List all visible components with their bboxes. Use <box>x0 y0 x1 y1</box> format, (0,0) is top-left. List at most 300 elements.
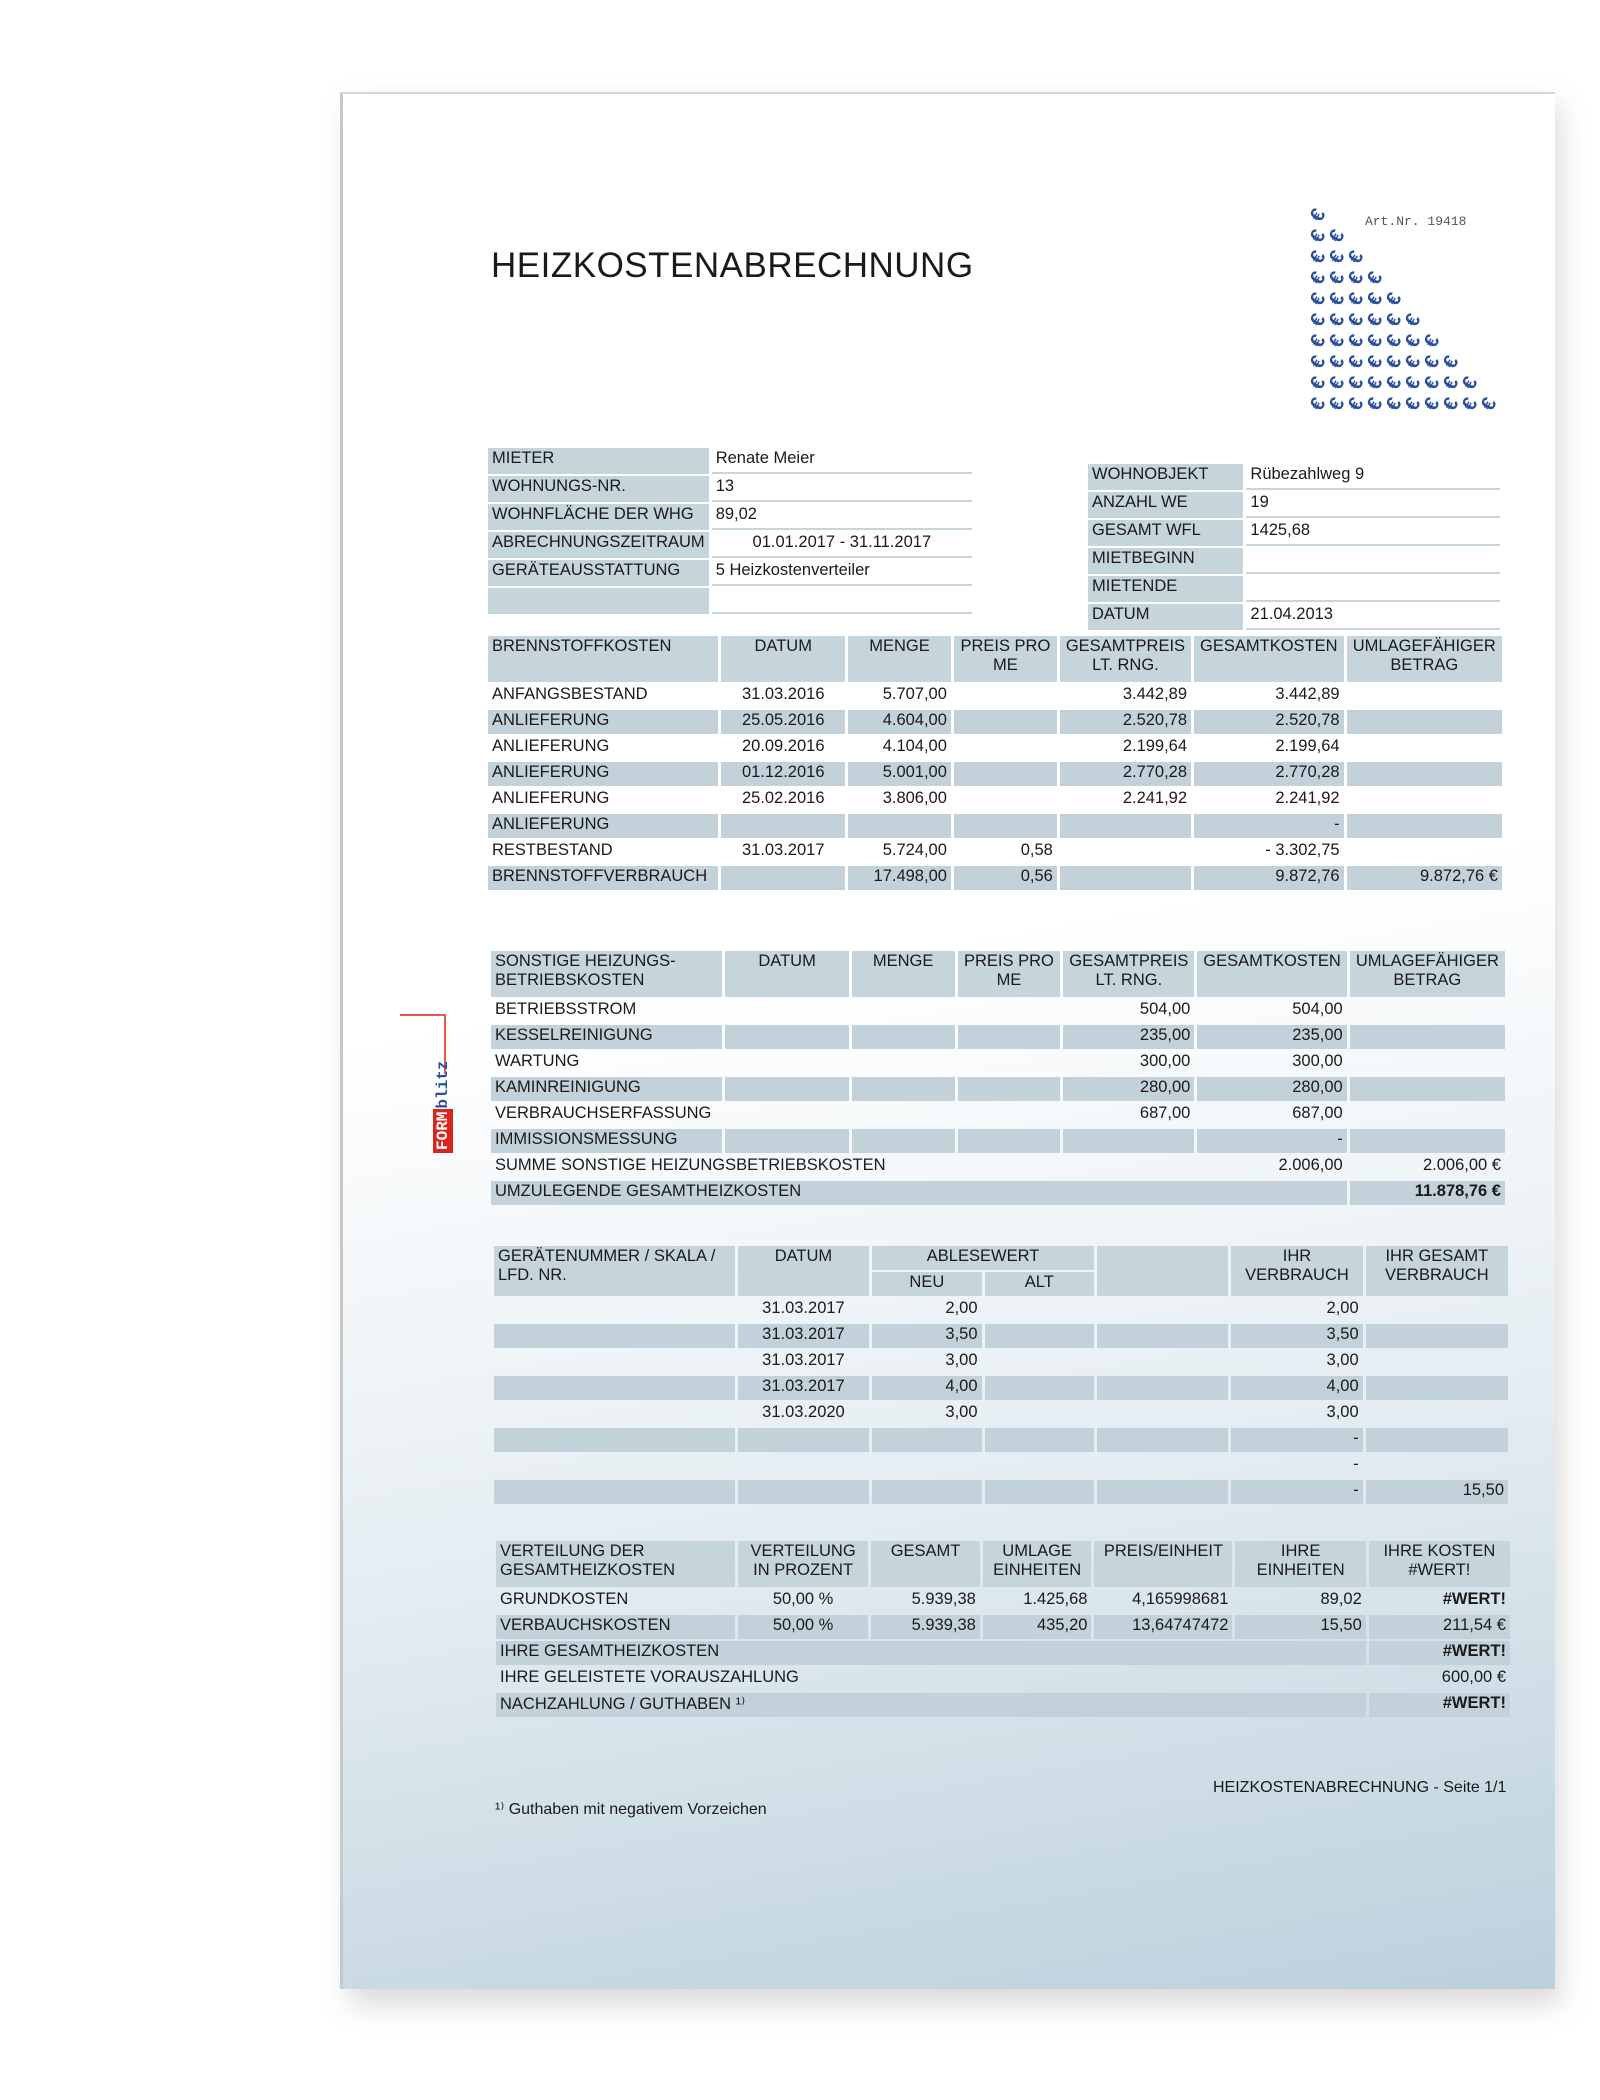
table-cell: 17.498,00 <box>848 866 951 890</box>
table-cell <box>852 1129 955 1153</box>
table-cell <box>1347 840 1502 864</box>
table-cell <box>958 1051 1061 1075</box>
euro-icon: € <box>1324 288 1350 310</box>
table-row <box>496 1589 1510 1613</box>
table-cell: 5.001,00 <box>848 762 951 786</box>
table-cell <box>494 1454 735 1478</box>
info-value <box>1246 548 1500 574</box>
euro-icon: € <box>1362 393 1388 415</box>
table-cell <box>1060 814 1191 838</box>
euro-icon: € <box>1324 393 1350 415</box>
table-cell <box>1347 814 1502 838</box>
info-row <box>488 560 972 586</box>
document-page <box>340 92 1555 1989</box>
table-row <box>496 1615 1510 1639</box>
euro-icon: € <box>1381 330 1407 352</box>
column-header: GERÄTENUMMER / SKALA / LFD. NR. <box>494 1246 735 1296</box>
table-cell <box>1347 736 1502 760</box>
table-cell <box>872 1454 981 1478</box>
table-cell <box>494 1324 735 1348</box>
table-row <box>494 1350 1508 1374</box>
table-cell <box>985 1350 1094 1374</box>
table-cell <box>1350 1129 1505 1153</box>
info-row <box>1088 464 1500 490</box>
table-cell: 2.199,64 <box>1275 737 1340 755</box>
table-row <box>488 762 1502 786</box>
row-label: KESSELREINIGUNG <box>491 1025 722 1049</box>
info-label: MIETENDE <box>1088 576 1243 602</box>
table-cell <box>725 1129 848 1153</box>
summary-value: 600,00 € <box>1441 1668 1506 1686</box>
formblitz-logo: FORMblitz <box>428 1014 458 1164</box>
summary-label: IHRE GESAMTHEIZKOSTEN <box>496 1641 1366 1665</box>
euro-icon: € <box>1362 288 1388 310</box>
table-cell: 25.02.2016 <box>741 789 825 807</box>
table-row <box>488 814 1502 838</box>
euro-icon: € <box>1400 351 1426 373</box>
table-row <box>491 999 1505 1023</box>
total-label: UMZULEGENDE GESAMTHEIZKOSTEN <box>491 1181 1347 1205</box>
table-cell <box>725 1025 848 1049</box>
table-cell: 280,00 <box>1063 1077 1194 1101</box>
euro-icon: € <box>1324 309 1350 331</box>
table-cell <box>1366 1376 1508 1400</box>
column-header: UMLAGE EINHEITEN <box>983 1541 1092 1587</box>
table-cell <box>954 684 1057 708</box>
row-label: BRENNSTOFFVERBRAUCH <box>488 866 718 890</box>
euro-icon: € <box>1305 267 1331 289</box>
table-cell <box>872 1428 981 1452</box>
column-header: SONSTIGE HEIZUNGS-BETRIEBSKOSTEN <box>491 951 722 997</box>
table-row <box>491 1025 1505 1049</box>
info-row <box>488 504 972 530</box>
table-cell <box>1350 999 1505 1023</box>
table-cell <box>852 1103 955 1127</box>
table-cell <box>958 1025 1061 1049</box>
fuel-costs-table <box>485 634 1505 892</box>
table-cell: 235,00 <box>1197 1025 1346 1049</box>
info-row <box>488 448 972 474</box>
table-cell <box>985 1428 1094 1452</box>
summary-row <box>496 1693 1510 1717</box>
table-cell: 31.03.2017 <box>741 841 825 859</box>
header-row <box>496 1541 1510 1587</box>
info-value <box>712 588 972 614</box>
table-cell: 504,00 <box>1139 1000 1191 1018</box>
row-label: ANLIEFERUNG <box>492 737 610 755</box>
info-label: ANZAHL WE <box>1088 492 1243 518</box>
table-cell: 3,00 <box>945 1351 978 1369</box>
euro-icon: € <box>1305 372 1331 394</box>
table-cell <box>985 1480 1094 1504</box>
column-header: IHR VERBRAUCH <box>1231 1246 1362 1296</box>
sum-row <box>491 1155 1505 1179</box>
header-row <box>491 951 1505 997</box>
info-row <box>488 476 972 502</box>
row-label: ANFANGSBESTAND <box>492 685 648 703</box>
column-header: PREIS PRO ME <box>958 951 1061 997</box>
column-header: UMLAGEFÄHIGER BETRAG <box>1347 636 1502 682</box>
summary-label: IHRE GELEISTETE VORAUSZAHLUNG <box>500 1668 799 1686</box>
article-number: Art.Nr. 19418 <box>1365 214 1467 229</box>
euro-icon: € <box>1419 372 1445 394</box>
table-cell <box>1347 710 1502 734</box>
column-header: VERTEILUNG DER GESAMTHEIZKOSTEN <box>496 1541 735 1587</box>
table-cell: 5.939,38 <box>871 1615 980 1639</box>
euro-icon: € <box>1343 372 1369 394</box>
table-row <box>491 1077 1505 1101</box>
row-label: KAMINREINIGUNG <box>491 1077 722 1101</box>
table-cell <box>1063 1129 1194 1153</box>
distribution-table <box>493 1539 1513 1719</box>
table-cell: 5.724,00 <box>882 841 947 859</box>
table-cell <box>985 1324 1094 1348</box>
column-header: DATUM <box>725 951 848 997</box>
euro-icon: € <box>1438 393 1464 415</box>
table-cell: 31.03.2020 <box>762 1403 845 1421</box>
info-label: GERÄTEAUSSTATTUNG <box>488 560 709 586</box>
table-cell <box>1347 762 1502 786</box>
info-label <box>488 588 709 614</box>
euro-icon: € <box>1419 330 1445 352</box>
info-value: Renate Meier <box>712 448 972 474</box>
euro-icon: € <box>1400 309 1426 331</box>
euro-icon: € <box>1343 288 1369 310</box>
table-cell: 2.241,92 <box>1122 789 1188 807</box>
column-header: ABLESEWERT <box>872 1246 1094 1270</box>
table-cell: 0,58 <box>1020 841 1053 859</box>
table-cell <box>725 1103 848 1127</box>
euro-icon: € <box>1343 246 1369 268</box>
table-cell: 9.872,76 <box>1194 866 1344 890</box>
column-header: GESAMTKOSTEN <box>1194 636 1344 682</box>
page-title: HEIZKOSTENABRECHNUNG <box>491 246 974 285</box>
euro-icon: € <box>1381 288 1407 310</box>
table-cell <box>852 999 955 1023</box>
info-label: MIETER <box>488 448 709 474</box>
info-value: 5 Heizkostenverteiler <box>712 560 972 586</box>
euro-icon: € <box>1362 330 1388 352</box>
table-cell <box>958 1129 1061 1153</box>
column-header: PREIS PRO ME <box>954 636 1057 682</box>
table-cell <box>721 866 845 890</box>
euro-icon: € <box>1305 309 1331 331</box>
table-cell <box>954 762 1057 786</box>
table-cell <box>1097 1454 1228 1478</box>
table-cell: 687,00 <box>1292 1104 1343 1122</box>
table-row <box>488 840 1502 864</box>
table-cell: 4,00 <box>872 1376 981 1400</box>
table-cell: - <box>1231 1480 1362 1504</box>
euro-icon: € <box>1305 330 1331 352</box>
info-label: GESAMT WFL <box>1088 520 1243 546</box>
euro-icon: € <box>1305 225 1331 247</box>
row-label: ANLIEFERUNG <box>488 710 718 734</box>
euro-icon: € <box>1400 393 1426 415</box>
table-cell: 2.770,28 <box>1194 762 1344 786</box>
table-cell <box>1347 684 1502 708</box>
table-cell: 687,00 <box>1139 1104 1191 1122</box>
table-cell <box>1097 1428 1228 1452</box>
info-row <box>488 532 972 558</box>
table-cell <box>852 1025 955 1049</box>
table-cell: 4,00 <box>1231 1376 1362 1400</box>
info-row <box>1088 604 1500 630</box>
sum-total: 2.006,00 <box>1278 1156 1343 1174</box>
table-cell: - <box>1197 1129 1346 1153</box>
column-header <box>1097 1246 1228 1296</box>
table-cell: 9.872,76 € <box>1347 866 1502 890</box>
column-header: GESAMTPREIS LT. RNG. <box>1063 951 1194 997</box>
table-cell: 5.707,00 <box>882 685 947 703</box>
row-label: ANLIEFERUNG <box>492 789 610 807</box>
column-header: UMLAGEFÄHIGER BETRAG <box>1350 951 1505 997</box>
summary-value: #WERT! <box>1369 1641 1510 1665</box>
table-cell <box>852 1077 955 1101</box>
info-row <box>1088 492 1500 518</box>
tenant-info-table <box>485 446 975 616</box>
info-value: 89,02 <box>712 504 972 530</box>
table-cell <box>954 814 1057 838</box>
column-header: VERTEILUNG IN PROZENT <box>738 1541 868 1587</box>
row-label: IMMISSIONSMESSUNG <box>491 1129 722 1153</box>
column-header: IHR GESAMT VERBRAUCH <box>1366 1246 1508 1296</box>
euro-icon: € <box>1305 204 1331 226</box>
table-cell <box>1097 1298 1228 1322</box>
table-cell: 300,00 <box>1292 1052 1343 1070</box>
table-row <box>494 1454 1508 1478</box>
table-cell: 31.03.2016 <box>741 685 825 703</box>
row-label: GRUNDKOSTEN <box>500 1590 629 1608</box>
euro-icon: € <box>1457 372 1483 394</box>
table-cell: 01.12.2016 <box>721 762 845 786</box>
table-cell: 2.770,28 <box>1060 762 1191 786</box>
table-cell: 504,00 <box>1292 1000 1343 1018</box>
table-row <box>488 788 1502 812</box>
header-row <box>488 636 1502 682</box>
table-cell <box>1097 1376 1228 1400</box>
table-cell: 31.03.2017 <box>762 1299 845 1317</box>
info-value: 21.04.2013 <box>1246 604 1500 630</box>
euro-icon: € <box>1381 393 1407 415</box>
object-info-table <box>1085 462 1503 632</box>
table-cell <box>1350 1103 1505 1127</box>
summary-row <box>496 1667 1510 1691</box>
euro-icon: € <box>1343 330 1369 352</box>
column-header: BRENNSTOFFKOSTEN <box>488 636 718 682</box>
euro-icon: € <box>1305 246 1331 268</box>
info-label: WOHNUNGS-NR. <box>488 476 709 502</box>
table-cell <box>494 1376 735 1400</box>
euro-icon: € <box>1305 393 1331 415</box>
footnote: ¹⁾ Guthaben mit negativem Vorzeichen <box>495 1801 767 1818</box>
total-amount: 11.878,76 € <box>1350 1181 1505 1205</box>
total-row <box>491 1181 1505 1205</box>
table-cell <box>721 814 845 838</box>
euro-icon: € <box>1362 309 1388 331</box>
table-cell <box>872 1480 981 1504</box>
table-cell: 31.03.2017 <box>738 1376 869 1400</box>
table-cell: 3,50 <box>872 1324 981 1348</box>
euro-icon: € <box>1381 309 1407 331</box>
table-cell <box>1366 1454 1508 1478</box>
row-label: WARTUNG <box>495 1052 580 1070</box>
column-header: PREIS/EINHEIT <box>1094 1541 1232 1587</box>
table-cell: 2.199,64 <box>1122 737 1188 755</box>
table-cell: - <box>1194 814 1344 838</box>
table-cell <box>1350 1077 1505 1101</box>
info-label: DATUM <box>1088 604 1243 630</box>
table-cell: 31.03.2017 <box>762 1351 845 1369</box>
euro-icon: € <box>1343 393 1369 415</box>
info-row <box>1088 520 1500 546</box>
table-cell: 89,02 <box>1320 1590 1362 1608</box>
info-row <box>1088 576 1500 602</box>
info-label: WOHNOBJEKT <box>1088 464 1243 490</box>
table-cell: - <box>1231 1428 1362 1452</box>
table-row <box>491 1129 1505 1153</box>
euro-icon: € <box>1381 372 1407 394</box>
euro-icon: € <box>1438 351 1464 373</box>
table-cell: 211,54 € <box>1369 1615 1510 1639</box>
table-cell: 3.442,89 <box>1122 685 1188 703</box>
table-cell <box>1060 866 1191 890</box>
table-cell <box>738 1480 869 1504</box>
table-cell: #WERT! <box>1442 1590 1506 1608</box>
table-cell <box>494 1428 735 1452</box>
table-cell <box>1097 1324 1228 1348</box>
table-cell <box>954 788 1057 812</box>
table-cell <box>1350 1025 1505 1049</box>
table-cell: 280,00 <box>1197 1077 1346 1101</box>
table-cell: 1.425,68 <box>1023 1590 1088 1608</box>
table-row <box>494 1428 1508 1452</box>
info-value: Rübezahlweg 9 <box>1246 464 1500 490</box>
table-cell: 2.520,78 <box>1060 710 1191 734</box>
table-cell: 3,00 <box>1326 1403 1359 1421</box>
table-cell: 3,00 <box>1326 1351 1359 1369</box>
summary-row <box>496 1641 1510 1665</box>
column-header: MENGE <box>848 636 951 682</box>
info-label: WOHNFLÄCHE DER WHG <box>488 504 709 530</box>
info-label: ABRECHNUNGSZEITRAUM <box>488 532 709 558</box>
table-cell <box>494 1480 735 1504</box>
table-cell: 50,00 % <box>772 1590 834 1608</box>
table-cell: 31.03.2017 <box>738 1324 869 1348</box>
table-cell <box>1097 1480 1228 1504</box>
row-label: VERBAUCHSKOSTEN <box>496 1615 735 1639</box>
table-cell: 3.442,89 <box>1275 685 1340 703</box>
table-cell <box>1350 1051 1505 1075</box>
table-cell: 5.939,38 <box>911 1590 976 1608</box>
table-cell: 300,00 <box>1139 1052 1191 1070</box>
table-cell <box>1347 788 1502 812</box>
column-header: NEU <box>872 1272 981 1296</box>
table-row <box>494 1298 1508 1322</box>
table-cell <box>954 710 1057 734</box>
column-header: DATUM <box>721 636 845 682</box>
table-cell <box>494 1350 735 1374</box>
euro-icon: € <box>1343 309 1369 331</box>
info-label: MIETBEGINN <box>1088 548 1243 574</box>
row-label: ANLIEFERUNG <box>488 762 718 786</box>
table-cell <box>725 1077 848 1101</box>
table-cell <box>1097 1402 1228 1426</box>
table-cell: 235,00 <box>1063 1025 1194 1049</box>
meter-readings-table <box>491 1244 1511 1506</box>
column-header: GESAMTPREIS LT. RNG. <box>1060 636 1191 682</box>
table-cell: 2,00 <box>1326 1299 1359 1317</box>
column-header: DATUM <box>738 1246 869 1296</box>
table-cell <box>958 1103 1061 1127</box>
euro-icon: € <box>1324 330 1350 352</box>
column-header: MENGE <box>852 951 955 997</box>
euro-icon: € <box>1305 351 1331 373</box>
table-cell: 0,56 <box>954 866 1057 890</box>
info-value <box>1246 576 1500 602</box>
table-cell <box>1366 1402 1508 1426</box>
table-cell: 3,50 <box>1231 1324 1362 1348</box>
table-row <box>488 684 1502 708</box>
sum-amount: 2.006,00 € <box>1423 1156 1501 1174</box>
table-cell: 15,50 <box>1235 1615 1365 1639</box>
table-cell: 435,20 <box>983 1615 1092 1639</box>
column-header: IHRE KOSTEN #WERT! <box>1369 1541 1510 1587</box>
table-cell <box>848 814 951 838</box>
euro-icon: € <box>1419 393 1445 415</box>
table-cell <box>725 999 848 1023</box>
euro-icon: € <box>1305 288 1331 310</box>
table-cell: 15,50 <box>1366 1480 1508 1504</box>
table-row <box>491 1103 1505 1127</box>
table-cell: 4.104,00 <box>882 737 947 755</box>
table-cell: 20.09.2016 <box>741 737 825 755</box>
euro-icon: € <box>1324 372 1350 394</box>
table-cell: 2.520,78 <box>1194 710 1344 734</box>
table-cell: 25.05.2016 <box>721 710 845 734</box>
table-cell <box>738 1454 869 1478</box>
table-cell <box>494 1298 735 1322</box>
sum-label: SUMME SONSTIGE HEIZUNGSBETRIEBSKOSTEN <box>495 1156 886 1174</box>
table-cell <box>985 1298 1094 1322</box>
table-cell: 4,165998681 <box>1132 1590 1229 1608</box>
cost-header-value: #WERT! <box>1408 1561 1471 1579</box>
table-cell <box>954 736 1057 760</box>
euro-icon: € <box>1324 351 1350 373</box>
table-cell <box>958 999 1061 1023</box>
table-row <box>491 1051 1505 1075</box>
table-cell <box>725 1051 848 1075</box>
table-row <box>488 866 1502 890</box>
euro-icon: € <box>1438 372 1464 394</box>
column-header: ALT <box>985 1272 1094 1296</box>
euro-icon: € <box>1457 393 1483 415</box>
info-row <box>488 588 972 614</box>
table-row <box>494 1324 1508 1348</box>
table-cell <box>1366 1324 1508 1348</box>
table-cell <box>1366 1428 1508 1452</box>
table-cell: 3.806,00 <box>882 789 947 807</box>
row-label: ANLIEFERUNG <box>488 814 718 838</box>
table-cell <box>852 1051 955 1075</box>
table-cell: 13,64747472 <box>1094 1615 1232 1639</box>
column-header: GESAMTKOSTEN <box>1197 951 1346 997</box>
table-cell <box>985 1402 1094 1426</box>
euro-icon: € <box>1343 267 1369 289</box>
table-cell: 4.604,00 <box>848 710 951 734</box>
euro-icon: € <box>1419 351 1445 373</box>
euro-icon: € <box>1362 351 1388 373</box>
